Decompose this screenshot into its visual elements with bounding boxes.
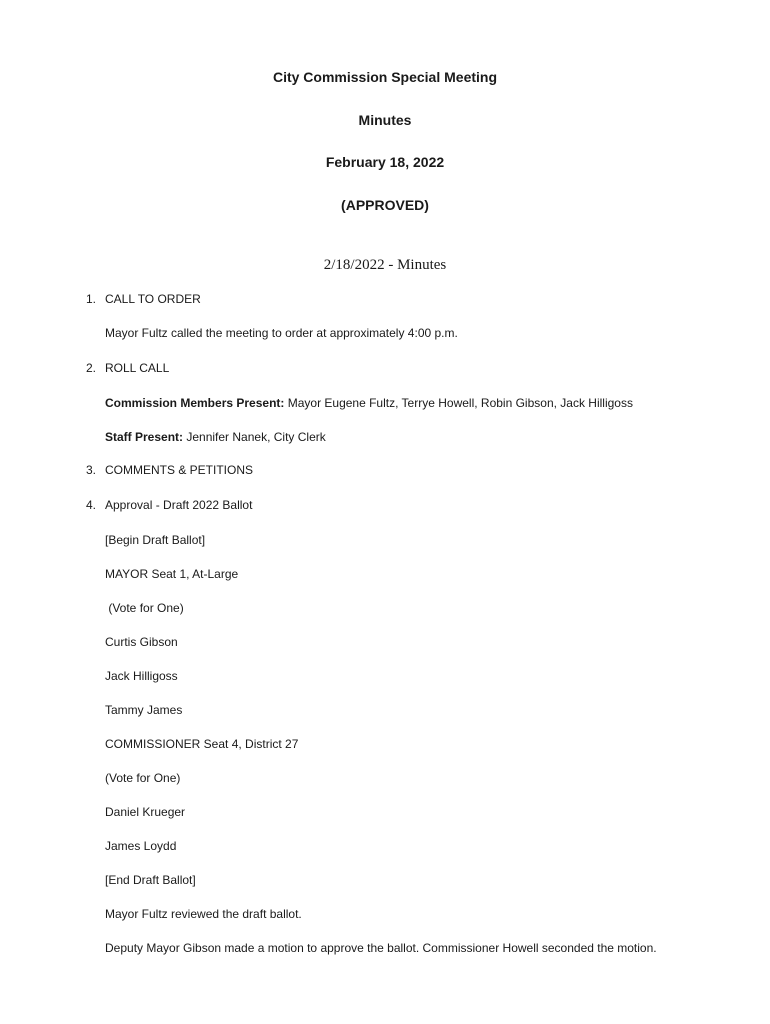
meeting-date: February 18, 2022 bbox=[325, 154, 445, 170]
ballot-line: [End Draft Ballot] bbox=[105, 873, 196, 887]
staff-present-value: Jennifer Nanek, City Clerk bbox=[183, 430, 326, 444]
commission-members-label: Commission Members Present: bbox=[105, 396, 285, 410]
ballot-line: (Vote for One) bbox=[105, 601, 184, 615]
ballot-line: Deputy Mayor Gibson made a motion to approve the ballot. Commissioner Howell seconded the motion. bbox=[105, 941, 657, 955]
staff-present-label: Staff Present: bbox=[105, 430, 184, 444]
call-to-order-text: Mayor Fultz called the meeting to order at approximately 4:00 p.m. bbox=[105, 326, 458, 340]
commission-members-value: Mayor Eugene Fultz, Terrye Howell, Robin Gibson, Jack Hilligoss bbox=[284, 396, 633, 410]
item-number-4: 4. bbox=[86, 498, 97, 512]
commission-members-present bbox=[105, 396, 633, 410]
item-title-ballot-approval: Approval - Draft 2022 Ballot bbox=[105, 498, 253, 512]
document-title: City Commission Special Meeting bbox=[272, 69, 498, 85]
item-title-roll-call: ROLL CALL bbox=[105, 361, 170, 375]
item-title-call-to-order: CALL TO ORDER bbox=[105, 292, 201, 306]
item-number-2: 2. bbox=[86, 361, 97, 375]
document-subtitle: Minutes bbox=[358, 112, 412, 128]
item-title-comments-petitions: COMMENTS & PETITIONS bbox=[105, 463, 254, 477]
approval-status: (APPROVED) bbox=[341, 197, 429, 213]
ballot-line: Jack Hilligoss bbox=[105, 669, 178, 683]
ballot-line: Tammy James bbox=[105, 703, 183, 717]
staff-present bbox=[105, 430, 326, 444]
ballot-line: James Loydd bbox=[105, 839, 177, 853]
ballot-line: Curtis Gibson bbox=[105, 635, 178, 649]
ballot-line: COMMISSIONER Seat 4, District 27 bbox=[105, 737, 299, 751]
ballot-line: [Begin Draft Ballot] bbox=[105, 533, 206, 547]
item-number-3: 3. bbox=[86, 463, 97, 477]
ballot-line: Mayor Fultz reviewed the draft ballot. bbox=[105, 907, 302, 921]
ballot-line: (Vote for One) bbox=[105, 771, 181, 785]
item-number-1: 1. bbox=[86, 292, 97, 306]
document-label: 2/18/2022 - Minutes bbox=[323, 257, 447, 273]
ballot-line: Daniel Krueger bbox=[105, 805, 186, 819]
ballot-line: MAYOR Seat 1, At-Large bbox=[105, 567, 239, 581]
